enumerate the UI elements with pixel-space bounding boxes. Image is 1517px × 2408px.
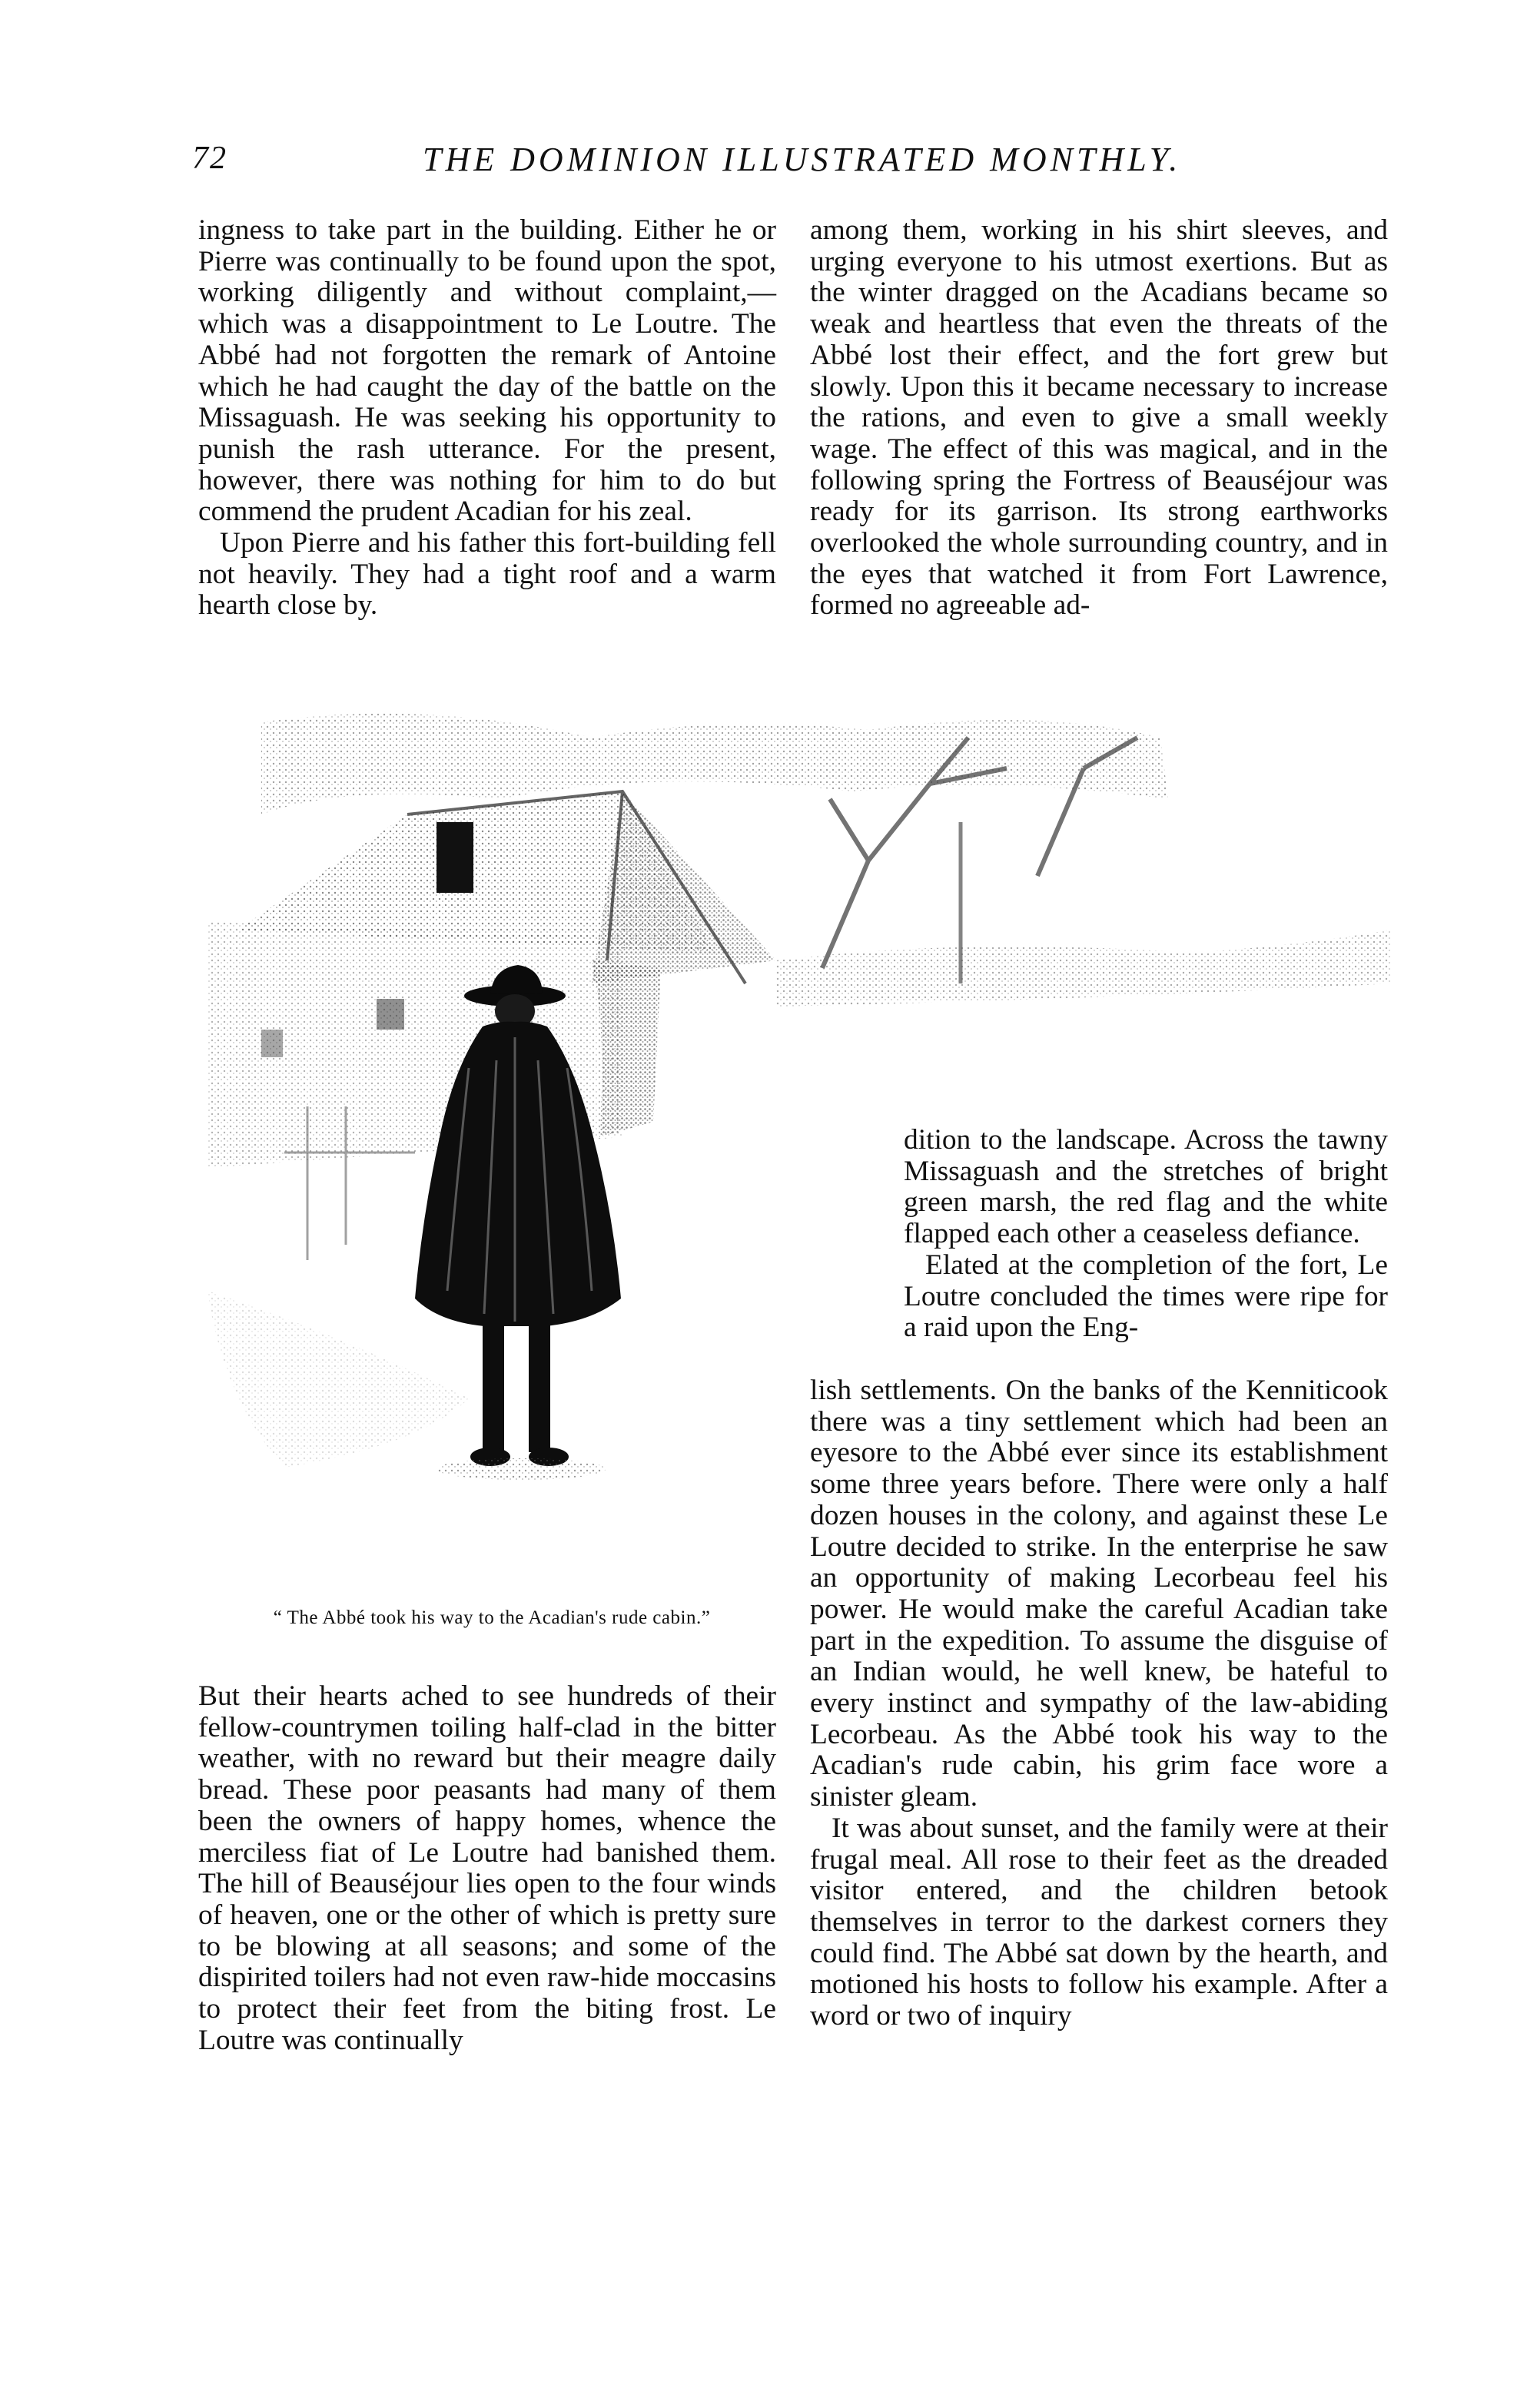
page-number: 72 bbox=[192, 141, 227, 176]
right-column-lower-text bbox=[810, 1375, 1388, 2032]
left-column-bottom-text bbox=[198, 1681, 776, 2056]
illustration-caption: “ The Abbé took his way to the Acadian's rude cabin.” bbox=[273, 1607, 711, 1628]
left-column-top-text bbox=[198, 215, 776, 622]
paragraph: lish settlements. On the banks of the Kenniticook there was a tiny settlement which had been an eyesore to the Abbé ever since its establishment some three years before. There were only a half dozen houses in the colony, and against these Le Loutre decided to strike. In the enterprise he saw an opportunity of making Lecorbeau feel his power. He would make the careful Acadian take part in the expedition. To assume the disguise of an Indian would, he well knew, be hateful to every instinct and sympathy of the law-abiding Lecorbeau. As the Abbé took his way to the Acadian's rude cabin, his grim face wore a sinister gleam. bbox=[810, 1375, 1388, 1813]
paragraph: It was about sunset, and the family were at their frugal meal. All rose to their feet as the dreaded visitor entered, and the children betook themselves in terror to the darkest corners they could find. The Abbé sat down by the hearth, and motioned his hosts to follow his example. After a word or two of inquiry bbox=[810, 1812, 1388, 2032]
paragraph: dition to the landscape. Across the tawny Missaguash and the stretches of bright green marsh, the red flag and the white flapped each other a ceaseless defiance. bbox=[904, 1124, 1388, 1250]
paragraph: among them, working in his shirt sleeves, and urging everyone to his utmost exertions. But as the winter dragged on the Acadians became so weak and heartless that even the threats of the Abbé lost their effect, and the fort grew but slowly. Upon this it became necessary to increase the rations, and even to give a small weekly wage. The effect of this was magical, and in the following spring the Fortress of Beauséjour was ready for its garrison. Its strong earthworks overlooked the whole surrounding country, and in the eyes that watched it from Fort Lawrence, formed no agreeable ad- bbox=[810, 214, 1388, 622]
right-column-wrapped-text bbox=[904, 1125, 1388, 1344]
paragraph: Upon Pierre and his father this fort-building fell not heavily. They had a tight roof and a warm hearth close by. bbox=[198, 527, 776, 622]
running-head-title: THE DOMINION ILLUSTRATED MONTHLY. bbox=[423, 141, 1182, 178]
paragraph: ingness to take part in the building. Either he or Pierre was continually to be found upon the spot, working diligently and without complaint,—which was a disappointment to Le Loutre. The Abbé had not forgotten the remark of Antoine which he had caught the day of the battle on the Missaguash. He was seeking his opportunity to punish the rash utterance. For the present, however, there was nothing for him to do but commend the prudent Acadian for his zeal. bbox=[198, 214, 776, 528]
paragraph: But their hearts ached to see hundreds of their fellow-countrymen toiling half-clad in the bitter weather, with no reward but their meagre daily bread. These poor peasants had many of them been the owners of happy homes, whence the merciless fiat of Le Loutre had banished them. The hill of Beauséjour lies open to the four winds of heaven, one or the other of which is pretty sure to be blowing at all seasons; and some of the dispirited toilers had not even raw-hide moccasins to protect their feet from the biting frost. Le Loutre was continually bbox=[198, 1680, 776, 2056]
right-column-top-text bbox=[810, 215, 1388, 622]
page-header bbox=[192, 140, 1391, 186]
paragraph: Elated at the completion of the fort, Le Loutre concluded the times were ripe for a raid upon the Eng- bbox=[904, 1249, 1388, 1344]
